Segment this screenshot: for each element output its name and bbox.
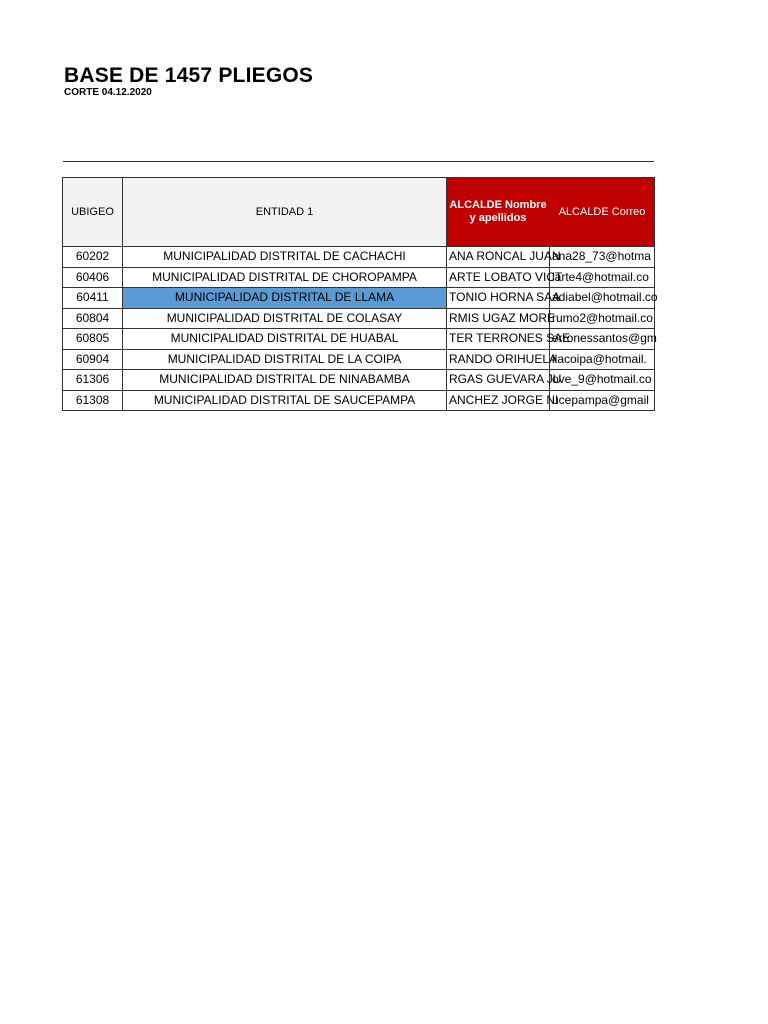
entities-table	[62, 177, 658, 411]
cell-alcalde-nombre[interactable]: ARTE LOBATO VICT	[447, 267, 550, 288]
cell-alcalde-correo[interactable]: ove_9@hotmail.co	[550, 370, 655, 391]
cell-ubigeo[interactable]: 61306	[63, 370, 123, 391]
table-row	[63, 349, 655, 370]
table-row	[63, 308, 655, 329]
divider	[63, 161, 654, 162]
cell-entidad[interactable]: MUNICIPALIDAD DISTRITAL DE SAUCEPAMPA	[123, 390, 447, 411]
cell-alcalde-correo[interactable]: ilacoipa@hotmail.	[550, 349, 655, 370]
cell-ubigeo[interactable]: 60805	[63, 329, 123, 350]
cell-alcalde-correo[interactable]: rumo2@hotmail.co	[550, 308, 655, 329]
cell-alcalde-nombre[interactable]: RANDO ORIHUELA	[447, 349, 550, 370]
cell-alcalde-correo[interactable]: ana28_73@hotma	[550, 247, 655, 268]
cell-entidad[interactable]: MUNICIPALIDAD DISTRITAL DE HUABAL	[123, 329, 447, 350]
cutoff-date: CORTE 04.12.2020	[64, 87, 152, 98]
table-row	[63, 267, 655, 288]
table-row	[63, 288, 655, 309]
cell-alcalde-nombre[interactable]: TONIO HORNA SAA	[447, 288, 550, 309]
cell-alcalde-correo[interactable]: iarte4@hotmail.co	[550, 267, 655, 288]
page-title: BASE DE 1457 PLIEGOS	[64, 64, 314, 87]
cell-alcalde-nombre[interactable]: ANCHEZ JORGE NI	[447, 390, 550, 411]
cell-alcalde-nombre[interactable]: TER TERRONES SAE	[447, 329, 550, 350]
cell-ubigeo[interactable]: 60804	[63, 308, 123, 329]
table-row	[63, 247, 655, 268]
cell-entidad[interactable]: MUNICIPALIDAD DISTRITAL DE NINABAMBA	[123, 370, 447, 391]
cell-ubigeo[interactable]: 60406	[63, 267, 123, 288]
table-row	[63, 390, 655, 411]
header-entidad[interactable]: ENTIDAD 1	[123, 178, 447, 247]
cell-alcalde-correo[interactable]: adiabel@hotmail.co	[550, 288, 655, 309]
cell-alcalde-correo[interactable]: ucepampa@gmail	[550, 390, 655, 411]
table-row	[63, 329, 655, 350]
cell-entidad[interactable]: MUNICIPALIDAD DISTRITAL DE COLASAY	[123, 308, 447, 329]
cell-entidad[interactable]: MUNICIPALIDAD DISTRITAL DE CHOROPAMPA	[123, 267, 447, 288]
table-row	[63, 370, 655, 391]
cell-entidad[interactable]: MUNICIPALIDAD DISTRITAL DE CACHACHI	[123, 247, 447, 268]
cell-alcalde-nombre[interactable]: RMIS UGAZ MORE	[447, 308, 550, 329]
cell-entidad[interactable]: MUNICIPALIDAD DISTRITAL DE LA COIPA	[123, 349, 447, 370]
table-header-row	[63, 178, 655, 247]
cell-ubigeo[interactable]: 60202	[63, 247, 123, 268]
header-ubigeo[interactable]: UBIGEO	[63, 178, 123, 247]
cell-ubigeo[interactable]: 60411	[63, 288, 123, 309]
header-alcalde-nombre[interactable]: ALCALDE Nombre y apellidos	[447, 178, 550, 247]
cell-ubigeo[interactable]: 61308	[63, 390, 123, 411]
cell-alcalde-nombre[interactable]: ANA RONCAL JUAN	[447, 247, 550, 268]
cell-ubigeo[interactable]: 60904	[63, 349, 123, 370]
cell-entidad[interactable]: MUNICIPALIDAD DISTRITAL DE LLAMA	[123, 288, 447, 309]
cell-alcalde-nombre[interactable]: RGAS GUEVARA JU	[447, 370, 550, 391]
cell-alcalde-correo[interactable]: erronessantos@gm	[550, 329, 655, 350]
header-alcalde-correo[interactable]: ALCALDE Correo	[550, 178, 655, 247]
